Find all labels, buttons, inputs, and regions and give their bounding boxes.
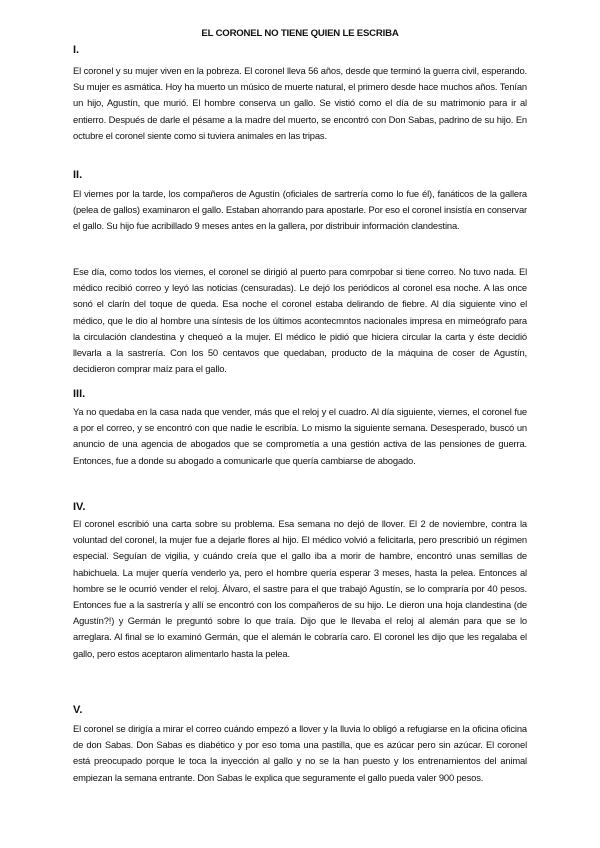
section-heading-1: I.	[73, 44, 80, 56]
section-2-paragraph-1: El viernes por la tarde, los compañeros de Agustín (oficiales de sartrería como lo fue él), fanáticos de la gallera (pelea de gallos) examinaron el gallo. Estaban ahorrando para apostarle. Por eso el coronel insistía en conservar el gallo. Su hijo fue acribillado 9 meses antes en la gallera, por distribuir información clandestina.	[73, 188, 527, 232]
section-heading-5: V.	[73, 704, 83, 716]
section-heading-3: III.	[73, 388, 86, 400]
section-1-paragraph-1: El coronel y su mujer viven en la pobreza. El coronel lleva 56 años, desde que terminó la guerra civil, esperando. Su mujer es asmática. Hoy ha muerto un músico de muerte natural, el primero desde hace muchos años. Tenían un hijo, Agustín, que murió. El hombre conserva un gallo. Se vistió como el día de su matrimonio para ir al entierro. Después de darle el pésame a la madre del muerto, se encontró con Don Sabas, padrino de su hijo. En octubre el coronel siente como si tuviera animales en las tripas.	[73, 65, 527, 141]
document-title: EL CORONEL NO TIENE QUIEN LE ESCRIBA	[201, 28, 399, 39]
section-heading-4: IV.	[73, 501, 86, 513]
section-2-paragraph-2: Ese día, como todos los viernes, el coronel se dirigió al puerto para comrpobar si tiene correo. No tuvo nada. El médico recibió correo y leyó las noticias (censuradas). Le dejó los periódicos al coronel esa noche. A las once sonó el clarín del toque de queda. Esa noche el coronel estaba delirando de fiebre. Al día siguiente vino el médico, que le dio al hombre una síntesis de los últimos acontecmntos nacionales impresa en mimeógrafo para la circulación clandestina y chequeó a la mujer. El médico le pidió que hiciera circular la carta y éste decidió llevarla a la sastrería. Con los 50 centavos que quedaban, producto de la máquina de coser de Agustín, decidieron comprar maíz para el gallo.	[73, 266, 527, 375]
section-3-paragraph-1: Ya no quedaba en la casa nada que vender, más que el reloj y el cuadro. Al día siguiente, viernes, el coronel fue a por el correo, y se encontró con que nadie le escribía. Lo mismo la siguiente semana. Desesperado, buscó un anuncio de una agencia de abogados que se comprometía a una gestión activa de las pensiones de guerra. Entonces, fue a donde su abogado a comunicarle que quería cambiarse de abogado.	[73, 406, 527, 466]
section-4-paragraph-1: El coronel escribió una carta sobre su problema. Esa semana no dejó de llover. El 2 de noviembre, contra la voluntad del coronel, la mujer fue a dejarle flores al hijo. El médico volvió a felicitarla, pero prescribió un régimen especial. Seguían de vigilia, y cuándo creía que el gallo iba a morir de hambre, encontró unas semillas de habichuela. La mujer quería venderlo ya, pero el hombre quería esperar 3 meses, hasta la pelea. Entonces al hombre se le ocurrió vender el reloj. Álvaro, el sastre para el que trabajó Agustín, se lo compraría por 40 pesos. Entonces fue a la sastrería y allí se encontró con los compañeros de su hijo. Le dieron una hoja clandestina (de Agustín?!) y Germán le preguntó sobre lo que traía. Dijo que le llevaba el reloj al alemán para que se lo arreglara. Al final se lo examinó Germán, que el alemán le cobraría caro. El coronel les dijo que les regalaba el gallo, pero estos aceptaron alimentarlo hasta la pelea.	[73, 518, 527, 659]
section-5-paragraph-1: El coronel se dirigía a mirar el correo cuándo empezó a llover y la lluvia lo obligó a refugiarse en la oficina oficina de don Sabas. Don Sabas es diabético y por eso toma una pastilla, que es azúcar pero sin azúcar. El coronel está preocupado porque le toca la inyección al gallo y no se la han puesto y los entrenamientos del animal empiezan la semana entrante. Don Sabas le explica que seguramente el gallo pueda valer 900 pesos.	[73, 723, 527, 783]
section-heading-2: II.	[73, 169, 83, 181]
